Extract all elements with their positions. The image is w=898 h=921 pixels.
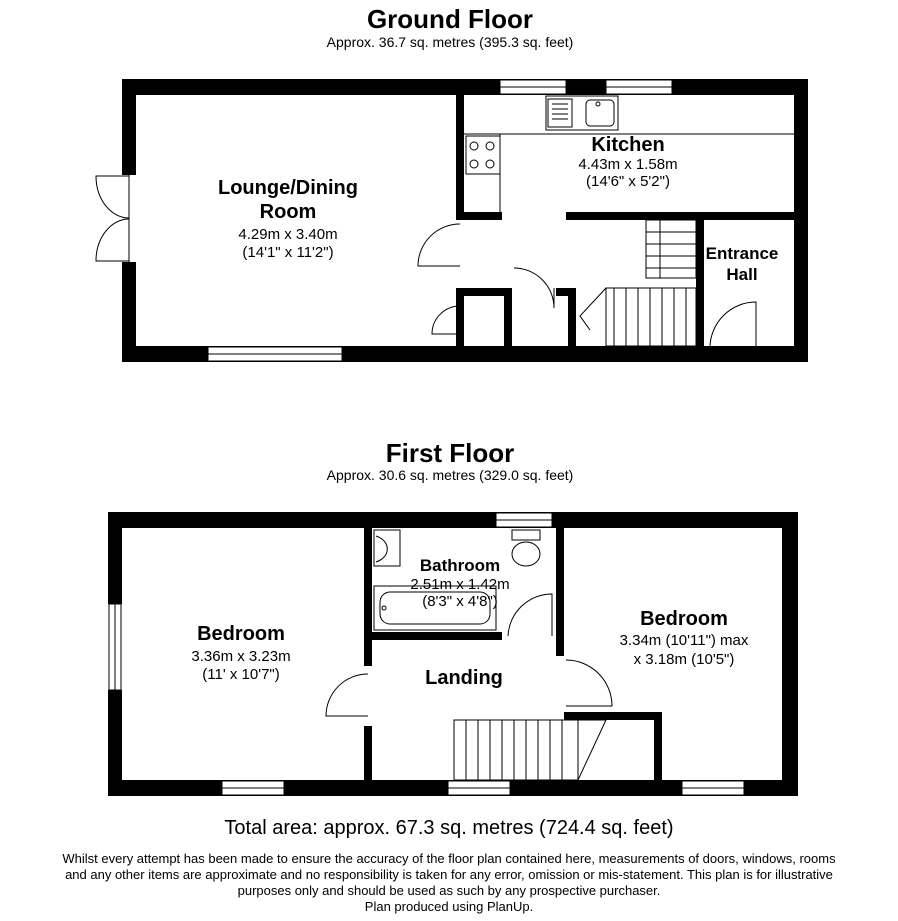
lounge-name-line2: Room: [259, 201, 317, 223]
disclaimer-line1: Whilst every attempt has been made to ensure the accuracy of the floor plan contained here, measurements of doors, windows, rooms: [62, 851, 836, 866]
bedroom-left-dim-imperial: (11' x 10'7"): [202, 666, 280, 683]
bathroom-name: Bathroom: [419, 556, 501, 575]
disclaimer-line3: purposes only and should be used as such by any prospective purchaser.: [237, 883, 661, 898]
lounge-french-doors: [96, 175, 129, 262]
disclaimer-line2: and any other items are approximate and no responsibility is taken for any error, omission or mis-statement. This plan is for illustrative: [65, 867, 833, 882]
disclaimer-line4: Plan produced using PlanUp.: [364, 899, 534, 914]
entrance-hall-name-line2: Hall: [726, 265, 758, 284]
bedroom-right-name: Bedroom: [640, 608, 728, 630]
ground-floor-area: Approx. 36.7 sq. metres (395.3 sq. feet): [326, 34, 574, 50]
ground-floor-title: Ground Floor: [366, 4, 534, 34]
first-floor-title: First Floor: [385, 438, 515, 468]
total-area: Total area: approx. 67.3 sq. metres (724.4 sq. feet): [224, 817, 674, 839]
bedroom-right-dim-line1: 3.34m (10'11") max: [619, 632, 749, 649]
landing-name: Landing: [425, 667, 503, 689]
kitchen-dim-imperial: (14'6" x 5'2"): [586, 173, 670, 190]
bathroom-dim-imperial: (8'3" x 4'8"): [422, 593, 498, 610]
first-floor-area: Approx. 30.6 sq. metres (329.0 sq. feet): [326, 467, 574, 483]
ground-staircase: [580, 220, 696, 346]
lounge-name-line1: Lounge/Dining: [218, 177, 358, 199]
bedroom-left-name: Bedroom: [197, 623, 285, 645]
kitchen-name: Kitchen: [591, 134, 665, 156]
lounge-dim-imperial: (14'1" x 11'2"): [242, 244, 334, 261]
lounge-dim-metric: 4.29m x 3.40m: [238, 226, 338, 243]
bedroom-left-dim-metric: 3.36m x 3.23m: [191, 648, 291, 665]
bedroom-right-dim-line2: x 3.18m (10'5"): [633, 651, 735, 668]
first-staircase: [454, 720, 606, 780]
bathroom-dim-metric: 2.51m x 1.42m: [410, 576, 510, 593]
entrance-hall-name-line1: Entrance: [705, 244, 779, 263]
kitchen-dim-metric: 4.43m x 1.58m: [578, 156, 678, 173]
